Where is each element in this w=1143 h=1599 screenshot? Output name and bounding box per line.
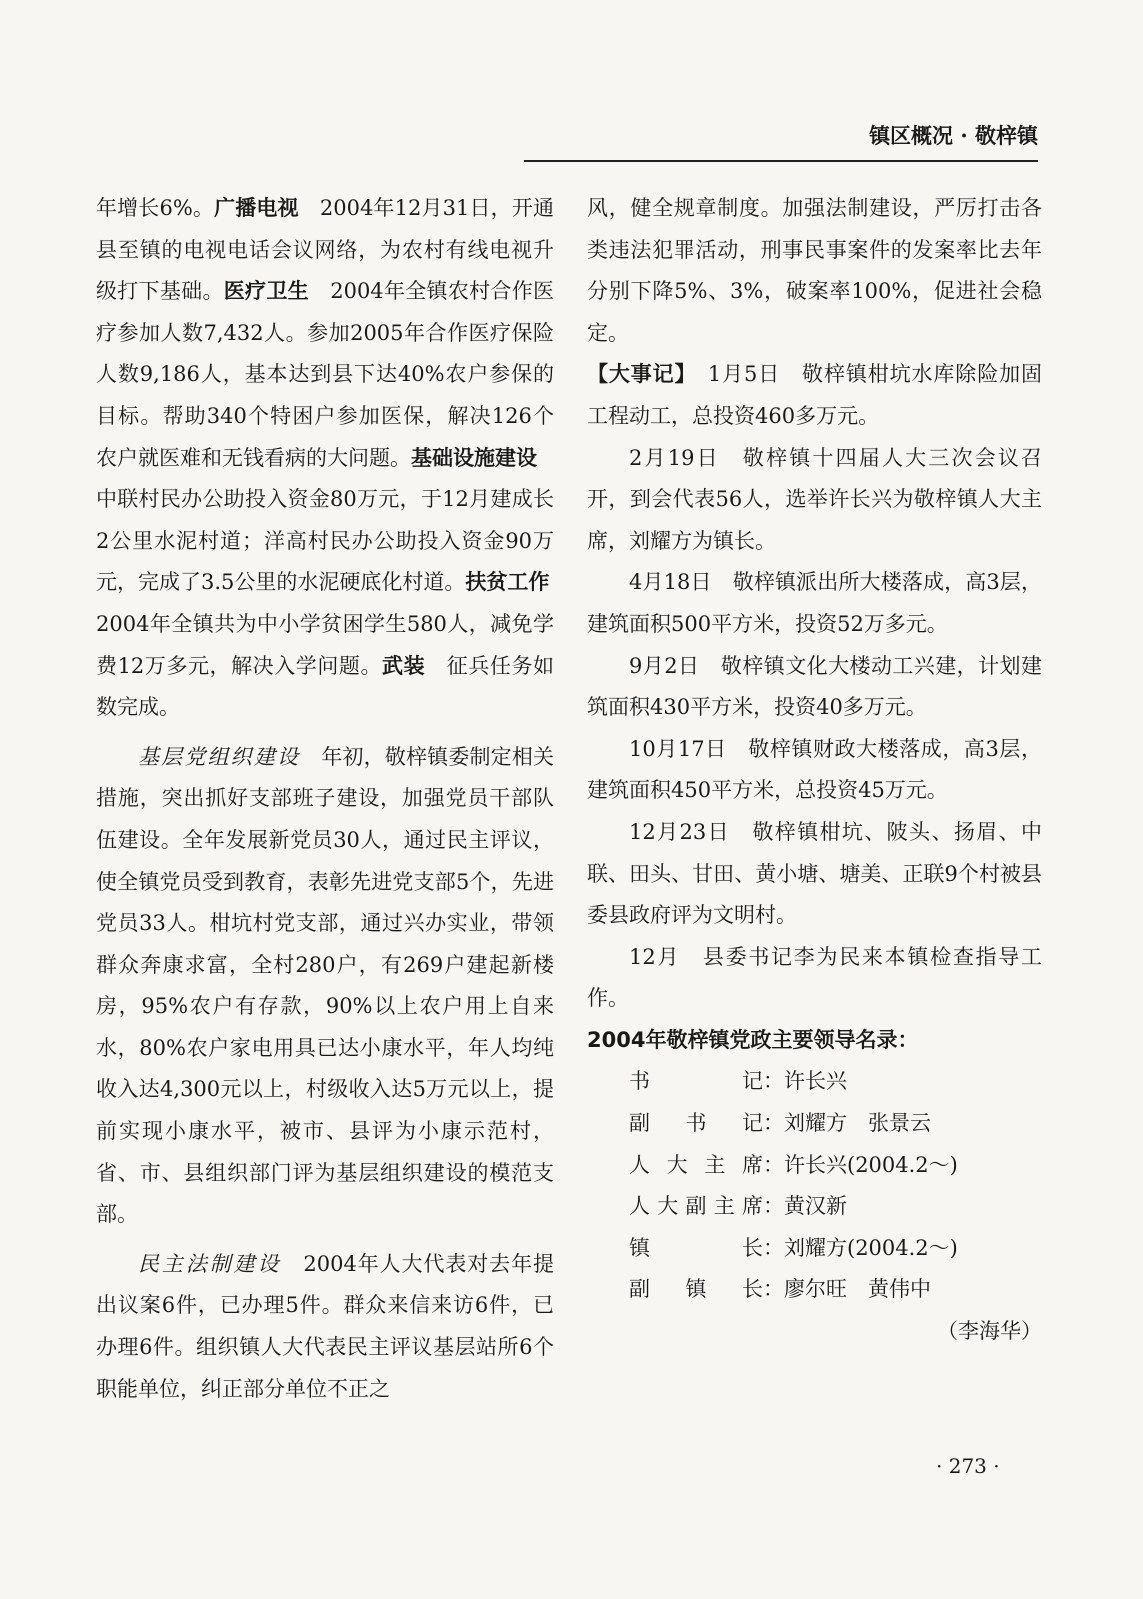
paragraph-party-building: [96, 737, 554, 1236]
leader-role: 人大副主席: [629, 1194, 763, 1219]
leader-row: [587, 1061, 1042, 1103]
leader-name: ：刘耀方 张景云: [763, 1111, 931, 1136]
leader-row: [587, 1269, 1042, 1311]
event-item: 10月17日 敬梓镇财政大楼落成，高3层，建筑面积450平方米，总投资45万元。: [587, 736, 1042, 803]
event-item: 9月2日 敬梓镇文化大楼动工兴建，计划建筑面积430平方米，投资40多万元。: [587, 653, 1042, 720]
keyword-infrastructure: 基础设施建设: [411, 445, 537, 470]
body-text: 年增长6%。: [96, 196, 215, 220]
leader-row: [587, 1145, 1042, 1187]
leader-name: ：刘耀方(2004.2～): [763, 1235, 958, 1260]
paragraph-legal: [96, 1244, 554, 1410]
paragraph-events-first: [587, 354, 1042, 437]
leader-row: [587, 1228, 1042, 1270]
body-text: 2004年全镇农村合作医疗参加人数7,432人。参加2005年合作医疗保险人数9,186人，基本达到县下达40%农户参保的目标。帮助340个特困户参加医保，解决126个农户就医难和无钱看病的大问题。: [96, 279, 555, 470]
leader-name: ：许长兴(2004.2～): [763, 1152, 958, 1177]
body-text: 征兵任务如数完成。: [96, 653, 555, 720]
event-item: 2月19日 敬梓镇十四届人大三次会议召开，到会代表56人，选举许长兴为敬梓镇人大主席，刘耀方为镇长。: [587, 445, 1042, 553]
body-text: 2004年12月31日，开通县至镇的电视电话会议网络，为农村有线电视升级打下基础。: [96, 196, 554, 304]
leader-name: ：黄汉新: [763, 1194, 847, 1219]
leader-role: 副镇长: [629, 1277, 763, 1302]
leader-name: ：许长兴: [763, 1069, 847, 1094]
event-item: 12月 县委书记李为民来本镇检查指导工作。: [587, 944, 1042, 1011]
running-header: [524, 120, 1038, 162]
paragraph-legal-continued: 风，健全规章制度。加强法制建设，严厉打击各类违法犯罪活动，刑事民事案件的发案率比去年分别下降5%、3%，破案率100%，促进社会稳定。: [587, 196, 1042, 345]
leader-role: 书记: [629, 1069, 763, 1094]
page-number: · 273 ·: [936, 1454, 1000, 1478]
keyword-armed: 武装: [382, 653, 426, 678]
section-heading: 基层党组织建设: [138, 744, 301, 769]
body-text: 年初，敬梓镇委制定相关措施，突出抓好支部班子建设，加强党员干部队伍建设。全年发展新党员30人，通过民主评议，使全镇党员受到教育，表彰先进党支部5个，先进党员33人。柑坑村党支部，通过兴办实业，带领群众奔康求富，全村280户，有269户建起新楼房，95%农户有存款，90%以上农户用上自来水，80%农户家电用具已达小康水平，年人均纯收入达4,300元以上，村级收入达5万元以上，提前实现小康水平，被市、县评为小康示范村，省、市、县组织部门评为基层组织建设的模范支部。: [96, 744, 555, 1227]
header-title: 镇区概况 · 敬梓镇: [869, 123, 1038, 148]
paragraph-topics: [96, 188, 571, 729]
right-column: [587, 188, 1042, 1353]
events-label: 【大事记】: [587, 362, 686, 387]
body-text: 中联村民办公助投入资金80万元，于12月建成长2公里水泥村道；洋高村民办公助投入资金90万元，完成了3.5公里的水泥硬底化村道。: [96, 445, 558, 595]
leader-row: [587, 1103, 1042, 1145]
author-credit: （李海华）: [937, 1319, 1042, 1344]
leaders-list: [587, 1061, 1042, 1311]
event-item: 4月18日 敬梓镇派出所大楼落成，高3层，建筑面积500平方米，投资52万多元。: [587, 570, 1042, 636]
keyword-broadcast: 广播电视: [214, 196, 299, 220]
body-text: 2004年人大代表对去年提出议案6件，已办理5件。群众来信来访6件，已办理6件。组织镇人大代表民主评议基层站所6个职能单位，纠正部分单位不正之: [96, 1251, 555, 1401]
leader-name: ：廖尔旺 黄伟中: [763, 1277, 931, 1302]
keyword-medical: 医疗卫生: [223, 279, 309, 304]
keyword-poverty: 扶贫工作: [465, 570, 550, 595]
leader-role: 镇长: [629, 1235, 763, 1260]
leaders-title: 2004年敬梓镇党政主要领导名录：: [587, 1027, 919, 1052]
leader-role: 人大主席: [629, 1152, 763, 1177]
section-heading: 民主法制建设: [138, 1251, 282, 1276]
leader-row: [587, 1186, 1042, 1228]
body-text: 1月5日 敬梓镇柑坑水库除险加固工程动工，总投资460多万元。: [587, 362, 1042, 428]
leader-role: 副书记: [629, 1111, 763, 1136]
left-column: [96, 188, 571, 1410]
body-text: 2004年全镇共为中小学贫困学生580人，减免学费12万多元，解决入学问题。: [96, 570, 571, 678]
event-item: 12月23日 敬梓镇柑坑、陂头、扬眉、中联、田头、甘田、黄小塘、塘美、正联9个村被县委县政府评为文明村。: [587, 819, 1042, 928]
